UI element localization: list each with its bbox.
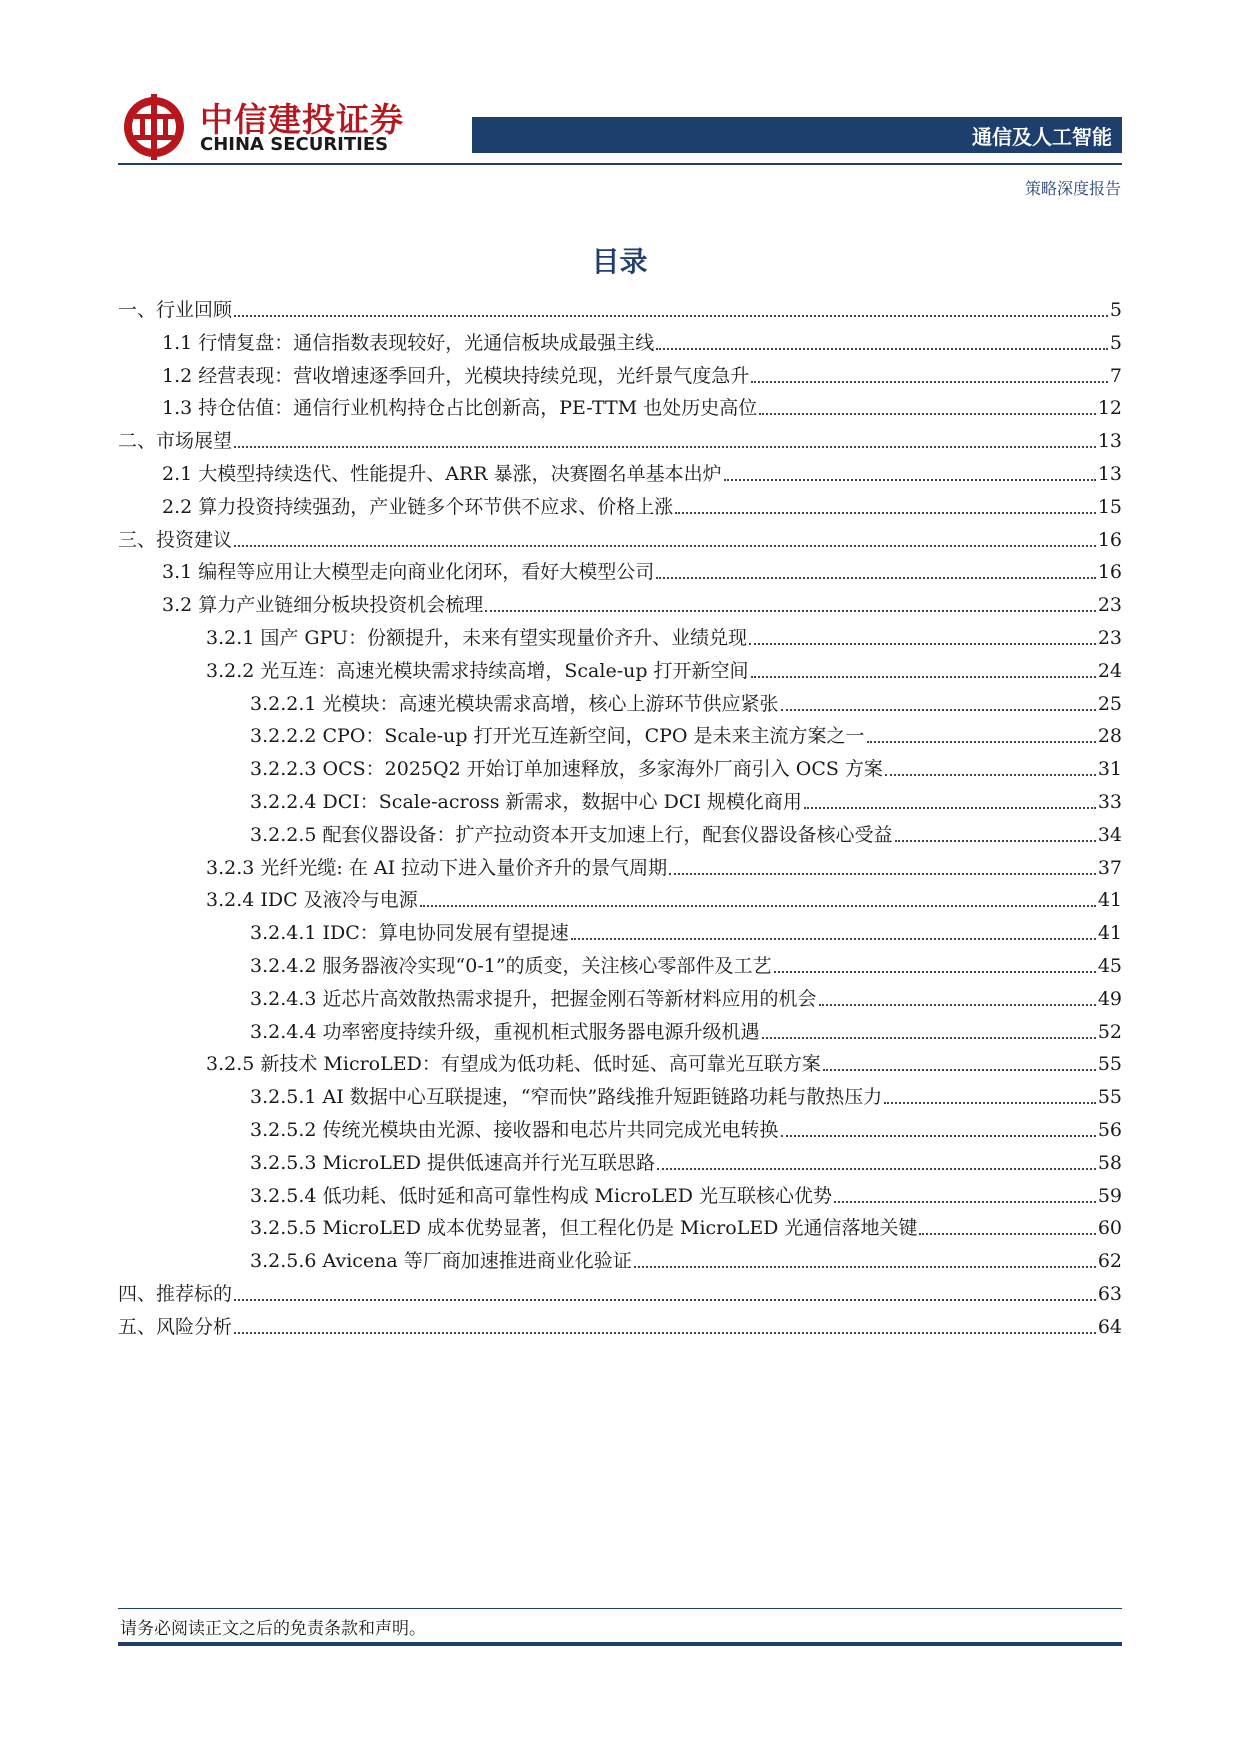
brand-name-cn: 中信建投证券 [200,100,404,139]
toc-entry-title: 3.2.2.2 CPO：Scale-up 打开光互连新空间，CPO 是未来主流方案之一 [250,725,865,748]
toc-leader-dots [656,577,1096,579]
toc-entry[interactable] [250,1147,1122,1175]
toc-leader-dots [885,774,1096,776]
toc-page-number: 41 [1097,922,1122,945]
toc-entry-title: 四、推荐标的 [118,1283,233,1305]
toc-page-number: 64 [1097,1315,1122,1338]
toc-page-number: 12 [1097,397,1122,420]
toc-entry-title: 2.1 大模型持续迭代、性能提升、ARR 暴涨，决赛圈名单基本出炉 [162,463,722,485]
toc-leader-dots [919,1233,1095,1235]
toc-leader-dots [804,807,1096,809]
toc-entry-title: 3.2.2.3 OCS：2025Q2 开始订单加速释放，多家海外厂商引入 OCS 方案 [250,758,883,781]
toc-page-number: 31 [1097,758,1122,781]
toc-entry-title: 一、行业回顾 [118,299,233,321]
toc-page-number: 63 [1097,1283,1122,1305]
toc-entry[interactable] [206,852,1122,880]
toc-page-number: 52 [1097,1020,1122,1043]
toc-page-number: 59 [1097,1184,1122,1207]
toc-entry-title: 3.2.4.1 IDC：算电协同发展有望提速 [250,922,569,945]
toc-leader-dots [234,315,1108,317]
toc-page-number: 13 [1097,463,1122,485]
toc-entry[interactable] [118,524,1122,552]
toc-entry-title: 1.1 行情复盘：通信指数表现较好，光通信板块成最强主线 [162,331,655,354]
toc-leader-dots [485,610,1096,612]
toc-entry[interactable] [162,589,1122,617]
toc-leader-dots [834,1201,1096,1203]
toc-page-number: 55 [1097,1086,1122,1109]
footer-bar [118,1642,1122,1646]
toc-leader-dots [634,1266,1096,1268]
toc-leader-dots [774,971,1096,973]
toc-page-number: 25 [1097,692,1122,715]
report-type-label: 策略深度报告 [1024,179,1121,198]
toc-entry[interactable] [250,720,1122,748]
toc-page-number: 56 [1097,1119,1122,1141]
toc-page-number: 16 [1097,561,1122,584]
toc-leader-dots [751,381,1108,383]
toc-leader-dots [656,348,1108,350]
toc-leader-dots [759,413,1096,415]
toc-page-number: 7 [1109,364,1122,387]
toc-leader-dots [749,643,1096,645]
toc-page-number: 49 [1097,987,1122,1010]
toc-entry-title: 3.2.4 IDC 及液冷与电源 [206,889,418,912]
toc-leader-dots [823,1069,1096,1071]
toc-entry-title: 五、风险分析 [118,1315,233,1338]
page-header [0,0,1239,200]
toc-entry[interactable] [162,392,1122,420]
toc-entry[interactable] [206,884,1122,912]
toc-entry-title: 3.2.5 新技术 MicroLED：有望成为低功耗、低时延、高可靠光互联方案 [206,1053,821,1076]
toc-entry[interactable] [162,458,1122,486]
toc-entry-title: 3.2.4.2 服务器液冷实现“0-1”的质变，关注核心零部件及工艺 [250,955,772,977]
toc-entry-title: 3.2.5.3 MicroLED 提供低速高并行光互联思路 [250,1151,655,1174]
toc-leader-dots [234,1332,1096,1334]
toc-page-number: 15 [1097,495,1122,518]
toc-leader-dots [234,1299,1096,1301]
toc-entry[interactable] [250,950,1122,978]
toc-entry-title: 3.2.5.4 低功耗、低时延和高可靠性构成 MicroLED 光互联核心优势 [250,1184,833,1207]
toc-entry-title: 3.1 编程等应用让大模型走向商业化闭环，看好大模型公司 [162,561,655,584]
toc-leader-dots [657,1168,1096,1170]
toc-page-number: 45 [1097,955,1122,977]
toc-leader-dots [234,545,1096,547]
toc-leader-dots [884,1102,1096,1104]
section-label: 通信及人工智能 [972,125,1112,149]
toc-leader-dots [762,1037,1096,1039]
toc-entry-title: 3.2.4.3 近芯片高效散热需求提升，把握金刚石等新材料应用的机会 [250,987,817,1010]
toc-leader-dots [819,1004,1096,1006]
toc-entry-title: 1.3 持仓估值：通信行业机构持仓占比创新高，PE-TTM 也处历史高位 [162,397,758,420]
toc-page-number: 58 [1097,1151,1122,1174]
toc-leader-dots [751,676,1096,678]
toc-leader-dots [669,873,1096,875]
toc-entry-title: 3.2.5.6 Avicena 等厂商加速推进商业化验证 [250,1250,632,1273]
toc-leader-dots [781,709,1096,711]
toc-entry[interactable] [250,983,1122,1011]
toc-page-number: 62 [1097,1250,1122,1273]
toc-leader-dots [571,938,1096,940]
toc-entry-title: 二、市场展望 [118,430,233,453]
toc-title: 目录 [591,245,648,278]
toc-entry[interactable] [250,1081,1122,1109]
toc-entry[interactable] [250,1245,1122,1273]
toc-page-number: 34 [1097,823,1122,846]
toc-leader-dots [234,446,1096,448]
toc-entry[interactable] [162,491,1122,519]
toc-page-number: 55 [1097,1053,1122,1076]
toc-entry[interactable] [206,622,1122,650]
toc-entry[interactable] [250,1016,1122,1044]
toc-page-number: 13 [1097,430,1122,453]
brand-name-en: CHINA SECURITIES [200,134,389,155]
toc-entry[interactable] [118,1278,1122,1306]
toc-entry-title: 3.2.5.2 传统光模块由光源、接收器和电芯片共同完成光电转换 [250,1119,779,1141]
toc-leader-dots [781,1135,1096,1137]
toc-entry-title: 3.2.5.5 MicroLED 成本优势显著，但工程化仍是 MicroLED 光通信落地关键 [250,1217,918,1240]
toc-page-number: 24 [1097,659,1122,682]
toc-entry[interactable] [118,1311,1122,1339]
toc-leader-dots [867,741,1096,743]
toc-page-number: 23 [1097,627,1122,649]
toc-entry-title: 三、投资建议 [118,528,233,551]
toc-entry[interactable] [250,1212,1122,1240]
toc-entry-title: 2.2 算力投资持续强劲，产业链多个环节供不应求、价格上涨 [162,495,674,518]
toc-entry-title: 3.2.2 光互连：高速光模块需求持续高增，Scale-up 打开新空间 [206,659,749,682]
toc-leader-dots [675,512,1096,514]
toc-leader-dots [895,840,1096,842]
footer-disclaimer: 请务必阅读正文之后的免责条款和声明。 [120,1619,426,1639]
toc-entry[interactable] [118,425,1122,453]
toc-entry[interactable] [206,655,1122,683]
toc-entry[interactable] [162,360,1122,388]
toc-entry-title: 3.2.2.1 光模块：高速光模块需求高增，核心上游环节供应紧张 [250,692,779,715]
toc-entry-title: 3.2.1 国产 GPU：份额提升，未来有望实现量价齐升、业绩兑现 [206,627,748,649]
toc-entry-title: 3.2.3 光纤光缆: 在 AI 拉动下进入量价齐升的景气周期 [206,856,668,879]
toc-entry-title: 3.2.2.4 DCI：Scale-across 新需求，数据中心 DCI 规模化商用 [250,791,802,813]
china-securities-logo-icon [120,94,192,160]
toc-entry[interactable] [250,753,1122,781]
toc-entry[interactable] [118,294,1122,322]
toc-entry-title: 3.2 算力产业链细分板块投资机会梳理 [162,594,484,617]
toc-entry[interactable] [250,819,1122,847]
toc-entry-title: 3.2.2.5 配套仪器设备：扩产拉动资本开支加速上行，配套仪器设备核心受益 [250,823,893,846]
toc-leader-dots [420,905,1096,907]
toc-entry[interactable] [250,917,1122,945]
header-divider [118,163,1122,165]
toc-page-number: 41 [1097,889,1122,912]
toc-entry[interactable] [250,688,1122,716]
toc-entry[interactable] [250,1114,1122,1142]
toc-page-number: 16 [1097,528,1122,551]
section-banner [472,117,1122,153]
footer-divider [118,1608,1122,1609]
toc-entry-title: 3.2.5.1 AI 数据中心互联提速，“窄而快”路线推升短距链路功耗与散热压力 [250,1086,883,1109]
toc-page-number: 5 [1109,331,1122,354]
toc-page-number: 60 [1097,1217,1122,1240]
toc-entry[interactable] [250,1180,1122,1208]
toc-entry-title: 3.2.4.4 功率密度持续升级，重视机柜式服务器电源升级机遇 [250,1020,760,1043]
toc-page-number: 5 [1109,299,1122,321]
toc-page-number: 33 [1097,791,1122,813]
toc-page-number: 28 [1097,725,1122,748]
toc-entry[interactable] [162,556,1122,584]
toc-entry[interactable] [162,327,1122,355]
toc-entry[interactable] [206,1048,1122,1076]
toc-page-number: 23 [1097,594,1122,617]
toc-page-number: 37 [1097,856,1122,879]
toc-leader-dots [724,479,1096,481]
toc-entry[interactable] [250,786,1122,814]
toc-entry-title: 1.2 经营表现：营收增速逐季回升，光模块持续兑现，光纤景气度急升 [162,364,750,387]
